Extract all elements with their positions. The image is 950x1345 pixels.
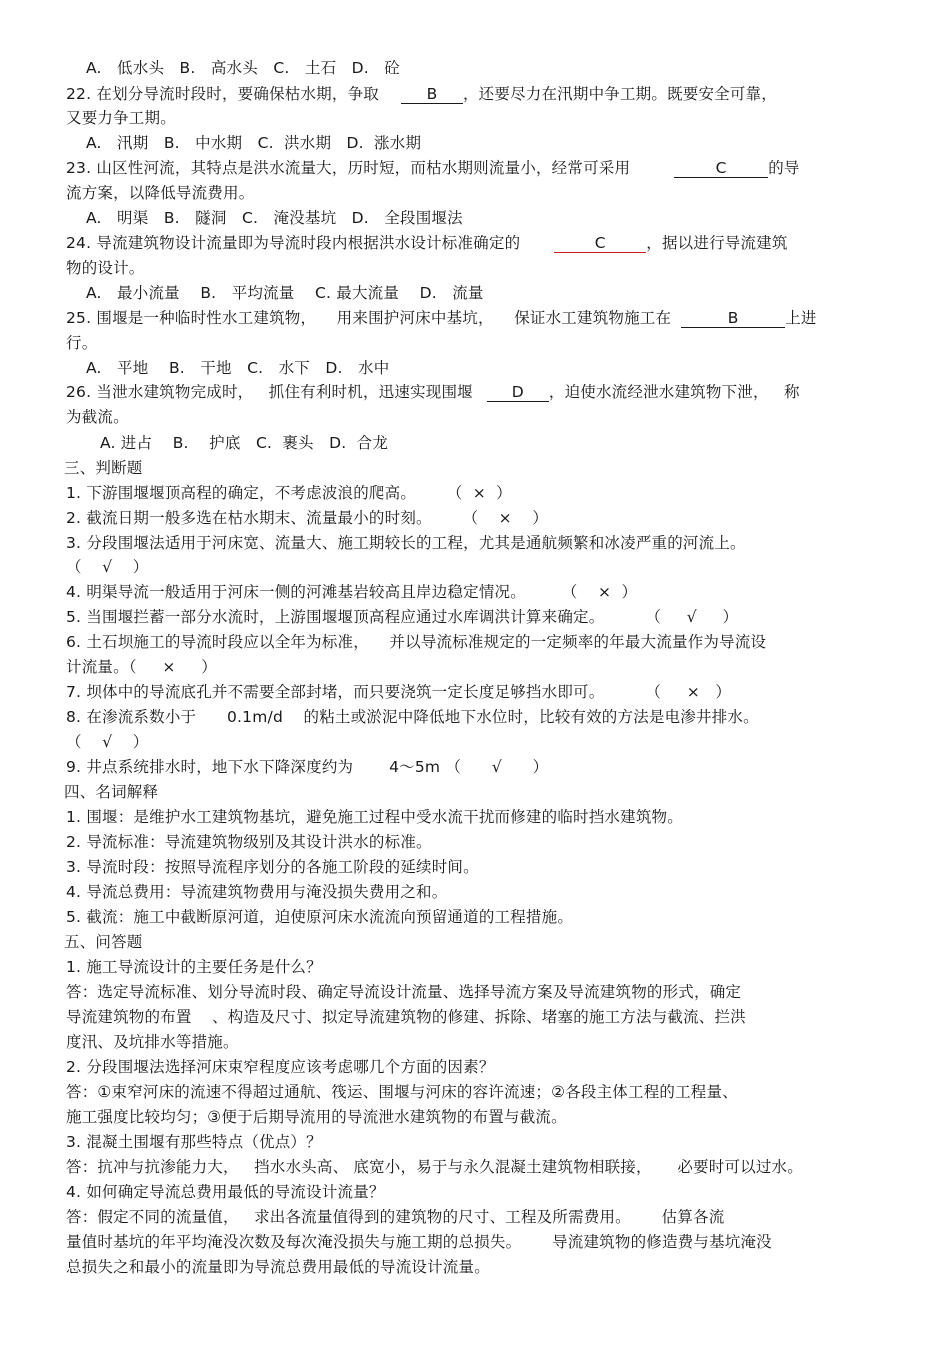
- qa-answer: 答：抗冲与抗渗能力大， 挡水水头高、 底宽小，易于与永久混凝土建筑物相联接， 必要时可以过水。: [66, 1158, 803, 1176]
- qa-question: 3. 混凝土围堰有那些特点（优点）？: [66, 1133, 322, 1151]
- judgement-item-cont: 计流量。（ × ）: [66, 658, 217, 676]
- question-text: 的导: [768, 159, 800, 177]
- qa-answer: 导流建筑物的布置 、构造及尺寸、拟定导流建筑物的修建、拆除、堵塞的施工方法与截流、拦洪: [66, 1008, 746, 1026]
- judgement-answer: （ √ ）: [66, 733, 149, 751]
- qa-answer: 总损失之和最小的流量即为导流总费用最低的导流设计流量。: [66, 1258, 490, 1276]
- question-25-cont: 行。: [66, 334, 98, 352]
- qa-question: 1. 施工导流设计的主要任务是什么？: [66, 958, 322, 976]
- qa-question: 2. 分段围堰法选择河床束窄程度应该考虑哪几个方面的因素？: [66, 1058, 495, 1076]
- question-text: ，据以进行导流建筑: [646, 234, 788, 252]
- judgement-item: 4. 明渠导流一般适用于河床一侧的河滩基岩较高且岸边稳定情况。 （ × ）: [66, 583, 638, 601]
- question-text: ，还要尽力在汛期中争工期。既要安全可靠，: [462, 85, 777, 103]
- answer-blank: C: [554, 234, 646, 253]
- qa-answer: 答：假定不同的流量值， 求出各流量值得到的建筑物的尺寸、工程及所需费用。 估算各流: [66, 1208, 725, 1226]
- qa-answer: 答：①束窄河床的流速不得超过通航、筏运、围堰与河床的容许流速；②各段主体工程的工程量、: [66, 1083, 738, 1101]
- q25-options: A. 平地 B. 干地 C. 水下 D. 水中: [86, 359, 390, 377]
- question-24: [66, 233, 788, 253]
- section-heading-judgement: 三、判断题: [64, 459, 143, 477]
- q24-options: A. 最小流量 B. 平均流量 C. 最大流量 D. 流量: [86, 284, 484, 302]
- q26-options: A. 进占 B. 护底 C. 裹头 D. 合龙: [100, 434, 389, 452]
- question-24-cont: 物的设计。: [66, 259, 145, 277]
- judgement-item: 3. 分段围堰法适用于河床宽、流量大、施工期较长的工程，尤其是通航频繁和冰凌严重的河流上。: [66, 534, 746, 552]
- question-22-cont: 又要力争工期。: [66, 109, 176, 127]
- judgement-item: 5. 当围堰拦蓄一部分水流时，上游围堰堰顶高程应通过水库调洪计算来确定。 （ √ ）: [66, 608, 739, 626]
- qa-answer: 答：选定导流标准、划分导流时段、确定导流设计流量、选择导流方案及导流建筑物的形式，确定: [66, 983, 742, 1001]
- answer-blank: C: [674, 159, 768, 178]
- qa-answer: 施工强度比较均匀；③便于后期导流用的导流泄水建筑物的布置与截流。: [66, 1108, 567, 1126]
- question-23: [66, 158, 800, 178]
- section-heading-terms: 四、名词解释: [64, 783, 159, 801]
- term-item: 2. 导流标准：导流建筑物级别及其设计洪水的标准。: [66, 833, 432, 851]
- answer-blank: B: [681, 309, 785, 328]
- term-item: 5. 截流：施工中截断原河道，迫使原河床水流流向预留通道的工程措施。: [66, 908, 574, 926]
- term-item: 4. 导流总费用：导流建筑物费用与淹没损失费用之和。: [66, 883, 448, 901]
- judgement-item: 7. 坝体中的导流底孔并不需要全部封堵，而只要浇筑一定长度足够挡水即可。 （ × ）: [66, 683, 732, 701]
- question-text: 24. 导流建筑物设计流量即为导流时段内根据洪水设计标准确定的: [66, 234, 521, 252]
- question-23-cont: 流方案，以降低导流费用。: [66, 184, 255, 202]
- q22-options: A. 汛期 B. 中水期 C. 洪水期 D. 涨水期: [86, 134, 422, 152]
- question-text: ，迫使水流经泄水建筑物下泄， 称: [548, 383, 800, 401]
- answer-blank: B: [401, 85, 463, 104]
- judgement-item: 1. 下游围堰堰顶高程的确定，不考虑波浪的爬高。 （ × ）: [66, 484, 512, 502]
- question-25: [66, 308, 817, 328]
- q23-options: A. 明渠 B. 隧洞 C. 淹没基坑 D. 全段围堰法: [86, 209, 463, 227]
- question-26: [66, 382, 800, 402]
- judgement-item: 8. 在渗流系数小于 0.1m/d 的粘土或淤泥中降低地下水位时，比较有效的方法是电渗井排水。: [66, 708, 759, 726]
- q21-options: A. 低水头 B. 高水头 C. 土石 D. 砼: [86, 59, 400, 77]
- question-text: 26. 当泄水建筑物完成时， 抓住有利时机，迅速实现围堰: [66, 383, 473, 401]
- question-text: 23. 山区性河流，其特点是洪水流量大，历时短，而枯水期则流量小，经常可采用: [66, 159, 631, 177]
- judgement-item: 2. 截流日期一般多选在枯水期末、流量最小的时刻。 （ × ）: [66, 509, 549, 527]
- qa-answer: 度汛、及坑排水等措施。: [66, 1033, 239, 1051]
- term-item: 3. 导流时段：按照导流程序划分的各施工阶段的延续时间。: [66, 858, 479, 876]
- judgement-item: 9. 井点系统排水时，地下水下降深度约为 4～5m （ √ ）: [66, 758, 549, 776]
- judgement-answer: （ √ ）: [66, 558, 149, 576]
- qa-question: 4. 如何确定导流总费用最低的导流设计流量？: [66, 1183, 385, 1201]
- term-item: 1. 围堰：是维护水工建筑物基坑，避免施工过程中受水流干扰而修建的临时挡水建筑物。: [66, 808, 683, 826]
- question-26-cont: 为截流。: [66, 408, 129, 426]
- answer-blank: D: [487, 383, 549, 402]
- question-text: 上进: [785, 309, 817, 327]
- question-text: 25. 围堰是一种临时性水工建筑物， 用来围护河床中基坑， 保证水工建筑物施工在: [66, 309, 672, 327]
- question-text: 22. 在划分导流时段时，要确保枯水期，争取: [66, 85, 379, 103]
- section-heading-qa: 五、问答题: [64, 933, 143, 951]
- judgement-item: 6. 土石坝施工的导流时段应以全年为标准， 并以导流标准规定的一定频率的年最大流量作为导流设: [66, 633, 767, 651]
- qa-answer: 量值时基坑的年平均淹没次数及每次淹没损失与施工期的总损失。 导流建筑物的修造费与基坑淹没: [66, 1233, 772, 1251]
- question-22: [66, 84, 777, 104]
